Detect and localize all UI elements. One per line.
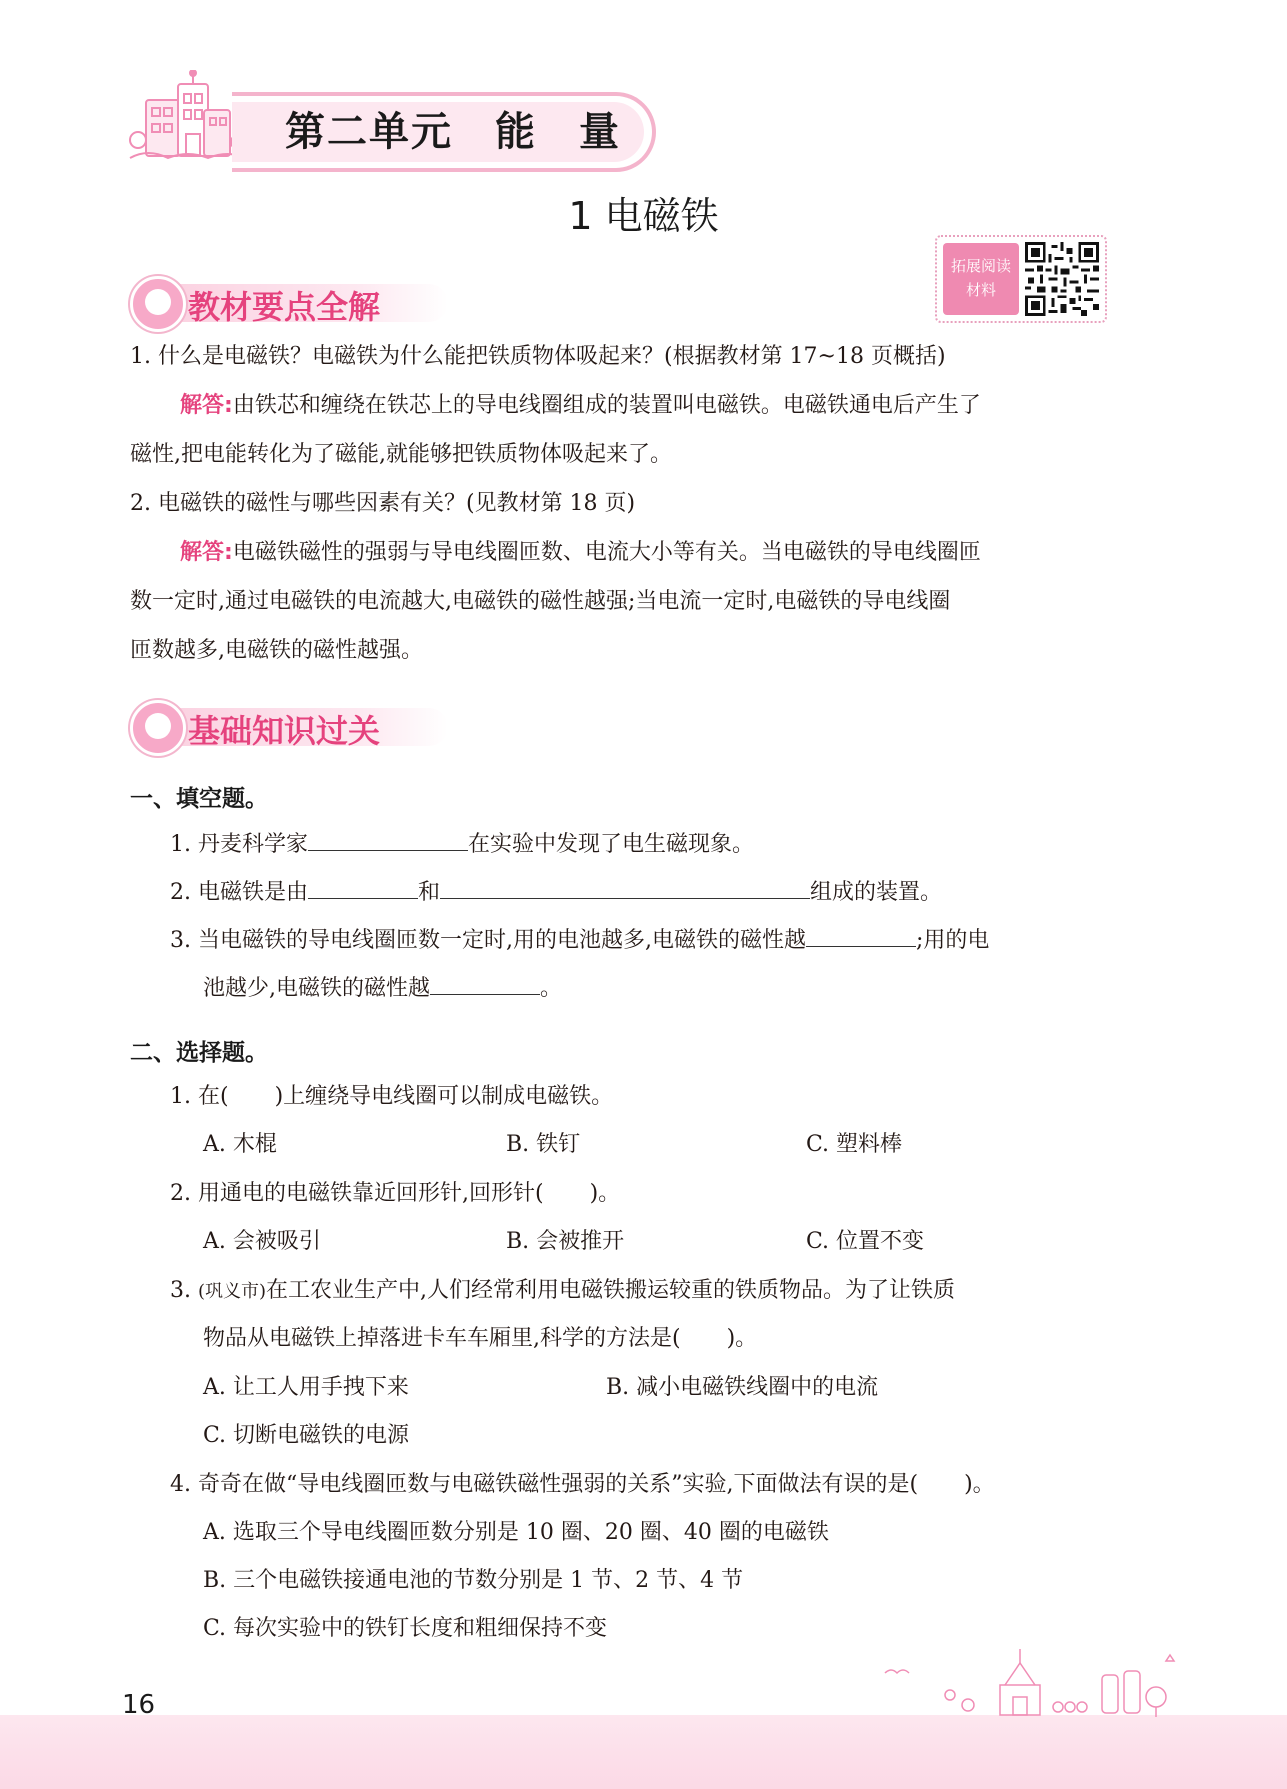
- answer-blank[interactable]: [806, 926, 916, 947]
- answer-blank[interactable]: [440, 878, 810, 899]
- castle-illustration: [880, 1645, 1180, 1720]
- choice-1-option-c[interactable]: C. 塑料棒: [806, 1132, 903, 1157]
- fill-question-2: 2. 电磁铁是由 和 组成的装置。: [170, 880, 943, 905]
- choice-question-3-line-1: 3. (巩义市)在工农业生产中,人们经常利用电磁铁搬运较重的铁质物品。为了让铁质: [170, 1278, 956, 1303]
- qr-label: 拓展阅读 材料: [943, 243, 1019, 315]
- choice-4-option-a[interactable]: A. 选取三个导电线圈匝数分别是 10 圈、20 圈、40 圈的电磁铁: [203, 1520, 829, 1545]
- answer-2-line-2: 数一定时,通过电磁铁的电流越大,电磁铁的磁性越强;当电流一定时,电磁铁的导电线圈: [130, 589, 951, 614]
- answer-blank[interactable]: [430, 974, 540, 995]
- question-1: 1. 什么是电磁铁？电磁铁为什么能把铁质物体吸起来？(根据教材第 17~18 页概括): [130, 344, 946, 369]
- unit-title: 第二单元 能 量: [285, 109, 621, 155]
- choice-2-option-c[interactable]: C. 位置不变: [806, 1229, 925, 1254]
- choice-1-option-a[interactable]: A. 木棍: [203, 1132, 277, 1157]
- section-header-basic-knowledge: 基础知识过关: [130, 700, 460, 750]
- section-header-textbook-key-points: 教材要点全解: [130, 276, 460, 326]
- choice-question-1: 1. 在( )上缠绕导电线圈可以制成电磁铁。: [170, 1084, 614, 1109]
- choice-question-4: 4. 奇奇在做“导电线圈匝数与电磁铁磁性强弱的关系”实验,下面做法有误的是( )。: [170, 1472, 995, 1497]
- answer-2-line-1: 解答:电磁铁磁性的强弱与导电线圈匝数、电流大小等有关。当电磁铁的导电线圈匝: [180, 540, 981, 565]
- fill-question-3-line-1: 3. 当电磁铁的导电线圈匝数一定时,用的电池越多,电磁铁的磁性越 ;用的电: [170, 928, 990, 953]
- owl-mascot-icon: [130, 276, 186, 332]
- footer-band: [0, 1715, 1287, 1789]
- choice-2-option-b[interactable]: B. 会被推开: [506, 1229, 625, 1254]
- answer-blank[interactable]: [308, 830, 468, 851]
- qr-code-icon: [1025, 242, 1099, 316]
- answer-label: 解答:: [180, 393, 233, 418]
- page-number: 16: [122, 1690, 156, 1720]
- choice-3-option-c[interactable]: C. 切断电磁铁的电源: [203, 1423, 410, 1448]
- choice-4-option-c[interactable]: C. 每次实验中的铁钉长度和粗细保持不变: [203, 1616, 608, 1641]
- building-illustration: [128, 70, 248, 168]
- region-tag: (巩义市): [197, 1281, 267, 1302]
- lesson-title: 1 电磁铁: [568, 194, 719, 238]
- answer-2-line-3: 匝数越多,电磁铁的磁性越强。: [130, 638, 423, 663]
- choice-2-option-a[interactable]: A. 会被吸引: [203, 1229, 321, 1254]
- choice-3-option-a[interactable]: A. 让工人用手拽下来: [203, 1375, 409, 1400]
- answer-blank[interactable]: [308, 878, 418, 899]
- choice-3-option-b[interactable]: B. 减小电磁铁线圈中的电流: [606, 1375, 879, 1400]
- choice-question-3-line-2: 物品从电磁铁上掉落进卡车车厢里,科学的方法是( )。: [203, 1326, 758, 1351]
- girl-mascot-icon: [130, 700, 186, 756]
- choice-1-option-b[interactable]: B. 铁钉: [506, 1132, 581, 1157]
- choice-4-option-b[interactable]: B. 三个电磁铁接通电池的节数分别是 1 节、2 节、4 节: [203, 1568, 744, 1593]
- fill-question-3-line-2: 池越少,电磁铁的磁性越 。: [203, 976, 563, 1001]
- fill-blank-title: 一、填空题。: [130, 786, 268, 812]
- question-2: 2. 电磁铁的磁性与哪些因素有关？(见教材第 18 页): [130, 491, 636, 516]
- extended-reading-qr[interactable]: [935, 235, 1107, 323]
- choice-question-2: 2. 用通电的电磁铁靠近回形针,回形针( )。: [170, 1181, 621, 1206]
- choice-title: 二、选择题。: [130, 1040, 268, 1066]
- answer-1-line-1: 解答:由铁芯和缠绕在铁芯上的导电线圈组成的装置叫电磁铁。电磁铁通电后产生了: [180, 393, 981, 418]
- answer-1-line-2: 磁性,把电能转化为了磁能,就能够把铁质物体吸起来了。: [130, 442, 672, 467]
- answer-label: 解答:: [180, 540, 233, 565]
- fill-question-1: 1. 丹麦科学家 在实验中发现了电生磁现象。: [170, 832, 754, 857]
